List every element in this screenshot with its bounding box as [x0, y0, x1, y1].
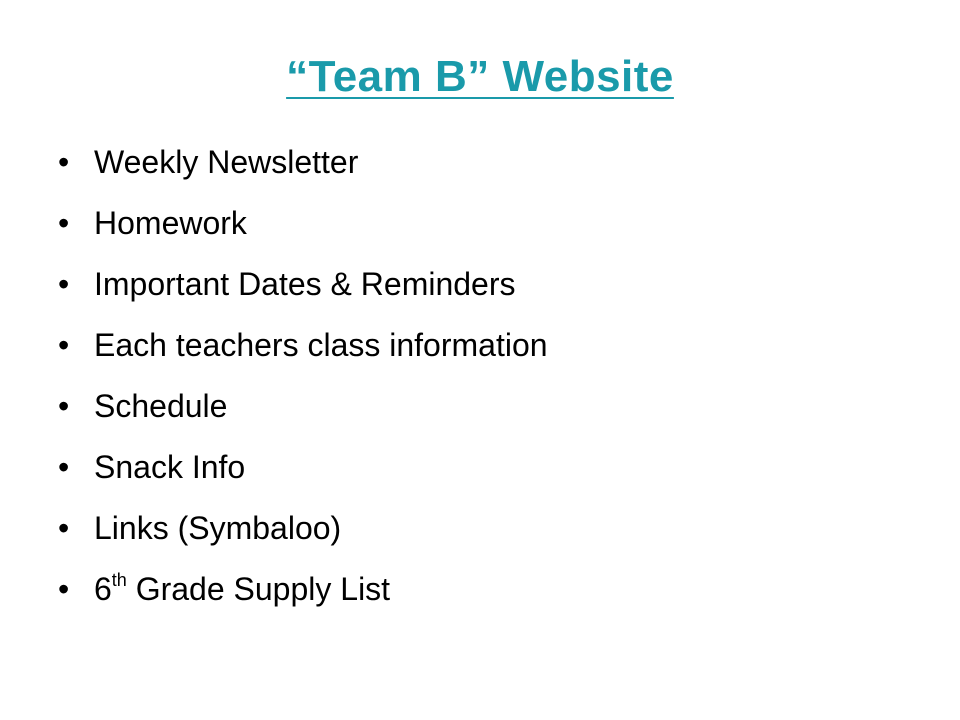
bullet-icon: • — [58, 510, 70, 546]
supply-list-text: Grade Supply List — [126, 571, 391, 607]
list-item — [58, 437, 548, 498]
title-link[interactable]: “Team B” Website — [286, 52, 674, 101]
list-item-text: Snack Info — [94, 449, 246, 485]
bullet-icon: • — [58, 388, 70, 424]
list-item-text: Links (Symbaloo) — [94, 510, 342, 546]
list-item-text: Each teachers class information — [94, 327, 548, 363]
list-item-text: Weekly Newsletter — [94, 144, 359, 180]
bullet-icon: • — [58, 144, 70, 180]
list-item-text: Homework — [94, 205, 247, 241]
bullet-icon: • — [58, 205, 70, 241]
list-item — [58, 559, 548, 620]
bullet-list — [58, 132, 548, 620]
list-item — [58, 193, 548, 254]
list-item-text: Important Dates & Reminders — [94, 266, 516, 302]
bullet-icon: • — [58, 571, 70, 607]
list-item — [58, 498, 548, 559]
bullet-icon: • — [58, 266, 70, 302]
bullet-icon: • — [58, 449, 70, 485]
grade-number: 6 — [94, 571, 112, 607]
list-item-text: Schedule — [94, 388, 228, 424]
list-item — [58, 315, 548, 376]
ordinal-superscript: th — [111, 570, 127, 590]
list-item — [58, 132, 548, 193]
list-item-text — [94, 571, 390, 607]
list-item — [58, 376, 548, 437]
bullet-icon: • — [58, 327, 70, 363]
slide-title-container — [0, 52, 960, 102]
list-item — [58, 254, 548, 315]
